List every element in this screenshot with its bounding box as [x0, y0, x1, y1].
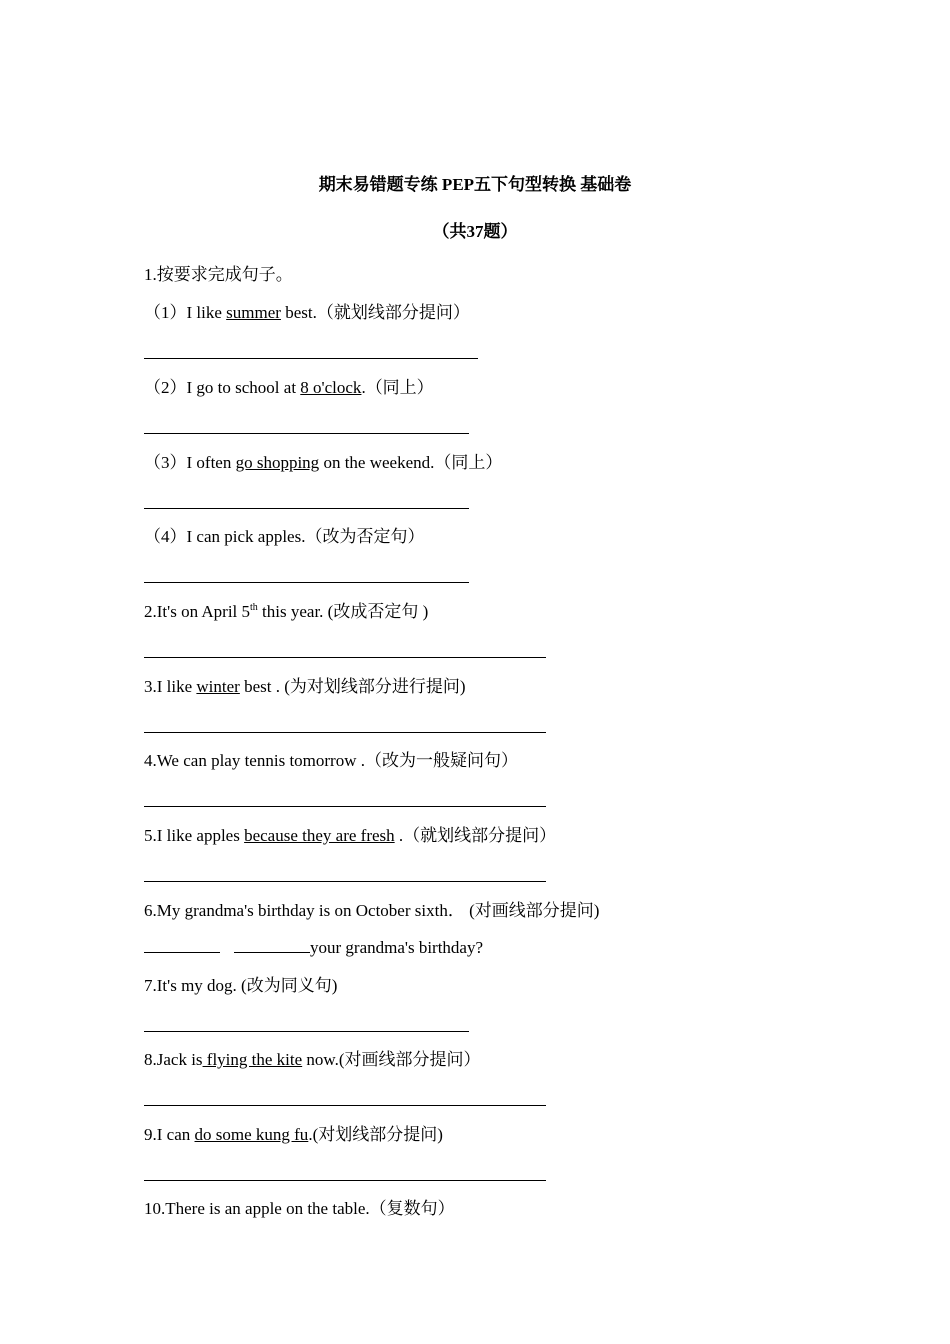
q3-prefix: 3.I like: [144, 677, 197, 696]
q1-1-prefix: （1）I like: [144, 303, 227, 322]
question-4: 4.We can play tennis tomorrow .（改为一般疑问句）: [144, 751, 518, 770]
question-1-3: [144, 452, 502, 474]
question-10: 10.There is an apple on the table.（复数句）: [144, 1199, 455, 1218]
answer-line-1-4[interactable]: [144, 582, 469, 583]
answer-line-1-2[interactable]: [144, 433, 469, 434]
q5-suffix: .（就划线部分提问）: [394, 826, 557, 845]
question-2: [144, 601, 428, 623]
q1-2-prefix: （2）I go to school at: [144, 378, 301, 397]
q8-suffix: now.(对画线部分提问）: [302, 1050, 481, 1069]
q8-underlined: flying the kite: [202, 1050, 303, 1069]
question-1-4: （4）I can pick apples.（改为否定句）: [144, 527, 425, 546]
q6-answer-tail: your grandma's birthday?: [310, 938, 484, 957]
q1-1-suffix: best.（就划线部分提问）: [280, 303, 470, 322]
q1-2-suffix: .（同上）: [361, 378, 434, 397]
q9-prefix: 9.I can: [144, 1125, 195, 1144]
q2-suffix: this year. (改成否定句 ): [257, 602, 429, 621]
q1-3-underlined: go shopping: [235, 453, 320, 472]
answer-line-8[interactable]: [144, 1105, 546, 1106]
question-1-heading: 1.按要求完成句子。: [144, 265, 293, 284]
question-5: [144, 825, 556, 847]
q2-prefix: 2.It's on April 5: [144, 602, 251, 621]
answer-line-1-1[interactable]: [144, 358, 478, 359]
q9-underlined: do some kung fu: [194, 1125, 309, 1144]
question-1-2: [144, 377, 434, 399]
document-title: 期末易错题专练 PEP五下句型转换 基础卷: [318, 175, 632, 194]
q9-suffix: .(对划线部分提问): [308, 1125, 443, 1144]
answer-blank-6a[interactable]: [144, 937, 220, 953]
answer-line-2[interactable]: [144, 657, 546, 658]
question-1-1: [144, 302, 470, 324]
document-subtitle: （共37题）: [432, 222, 518, 241]
answer-blank-6b[interactable]: [234, 937, 310, 953]
answer-line-9[interactable]: [144, 1180, 546, 1181]
question-3: [144, 676, 466, 698]
question-9: [144, 1124, 443, 1146]
q5-underlined: because they are fresh: [244, 826, 395, 845]
answer-line-7[interactable]: [144, 1031, 469, 1032]
question-7: 7.It's my dog. (改为同义句): [144, 976, 338, 995]
q1-3-suffix: on the weekend.（同上）: [319, 453, 503, 472]
question-6: 6.My grandma's birthday is on October sixth． (对画线部分提问): [144, 901, 600, 920]
q1-2-underlined: 8 o'clock: [300, 378, 362, 397]
answer-line-3[interactable]: [144, 732, 546, 733]
q3-underlined: winter: [196, 677, 240, 696]
q5-prefix: 5.I like apples: [144, 826, 245, 845]
q8-prefix: 8.Jack is: [144, 1050, 203, 1069]
answer-line-1-3[interactable]: [144, 508, 469, 509]
question-8: [144, 1049, 481, 1071]
answer-line-4[interactable]: [144, 806, 546, 807]
q3-suffix: best . (为对划线部分进行提问): [239, 677, 466, 696]
question-6-answer-row: [144, 937, 483, 959]
q1-3-prefix: （3）I often: [144, 453, 236, 472]
q2-superscript: th: [250, 602, 258, 613]
answer-line-5[interactable]: [144, 881, 546, 882]
q1-1-underlined: summer: [226, 303, 281, 322]
